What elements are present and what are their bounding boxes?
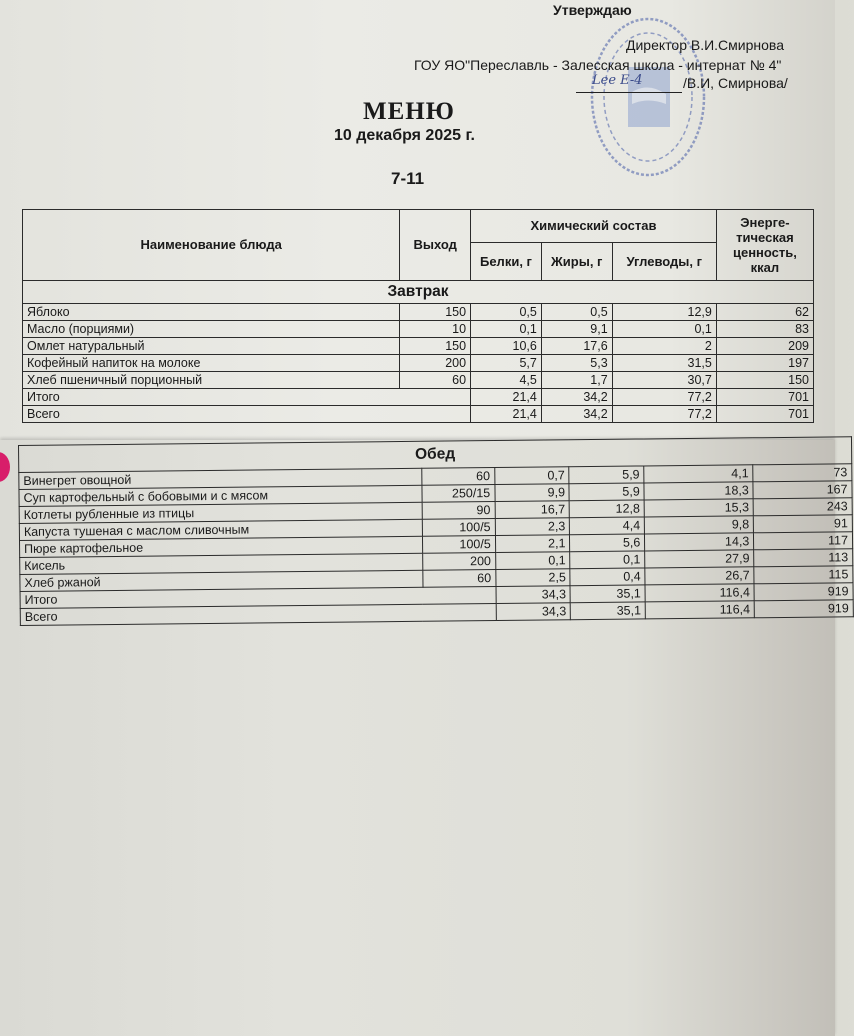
- dish-energy: 91: [754, 515, 853, 533]
- director-signature-name: /В.И, Смирнова/: [683, 75, 788, 91]
- dish-output: 250/15: [422, 485, 495, 503]
- dish-energy: 73: [753, 464, 852, 482]
- dish-carbs: 27,9: [645, 550, 754, 568]
- dish-output: 60: [423, 570, 496, 588]
- dish-carbs: 12,9: [612, 304, 716, 321]
- dish-proteins: 0,1: [471, 321, 542, 338]
- table-row: [23, 372, 814, 389]
- dish-carbs: 15,3: [644, 499, 753, 517]
- section-row-breakfast: [23, 281, 814, 304]
- dish-fats: 1,7: [541, 372, 612, 389]
- dish-proteins: 2,3: [495, 518, 570, 536]
- dish-energy: 209: [716, 338, 813, 355]
- total-fats: 34,2: [541, 406, 612, 423]
- dish-energy: 115: [754, 566, 853, 584]
- section-title-breakfast: Завтрак: [23, 281, 814, 304]
- lunch-table: [18, 436, 854, 626]
- total-carbs: 77,2: [612, 406, 716, 423]
- dish-proteins: 9,9: [495, 484, 570, 502]
- dish-fats: 4,4: [570, 517, 645, 535]
- dish-energy: 113: [754, 549, 853, 567]
- dish-energy: 167: [753, 481, 852, 499]
- dish-fats: 5,9: [569, 483, 644, 501]
- energy-header-line: тическая: [736, 230, 794, 245]
- subtotal-energy: 701: [716, 389, 813, 406]
- breakfast-subtotal-row: [23, 389, 814, 406]
- menu-date: 10 декабря 2025 г.: [334, 127, 475, 144]
- page-title: МЕНЮ: [363, 98, 455, 125]
- energy-header-line: ккал: [750, 260, 780, 275]
- total-energy: 919: [754, 600, 853, 618]
- dish-proteins: 16,7: [495, 501, 570, 519]
- dish-energy: 117: [754, 532, 853, 550]
- subtotal-fats: 34,2: [541, 389, 612, 406]
- table-row: [23, 338, 814, 355]
- dish-carbs: 18,3: [644, 482, 753, 500]
- energy-header-line: Энерге-: [740, 215, 790, 230]
- dish-name: Кисель: [20, 553, 423, 574]
- approval-label: Утверждаю: [553, 2, 632, 18]
- dish-name: Капуста тушеная с маслом сливочным: [19, 519, 422, 540]
- dish-name: Омлет натуральный: [23, 338, 400, 355]
- subtotal-label: Итого: [20, 587, 496, 609]
- total-proteins: 21,4: [471, 406, 542, 423]
- subtotal-label: Итого: [23, 389, 471, 406]
- dish-fats: 12,8: [570, 500, 645, 518]
- dish-energy: 83: [716, 321, 813, 338]
- dish-fats: 9,1: [541, 321, 612, 338]
- dish-fats: 0,4: [570, 568, 645, 586]
- subtotal-carbs: 116,4: [645, 584, 754, 602]
- dish-name: Масло (порциями): [23, 321, 400, 338]
- column-header-name: Наименование блюда: [23, 210, 400, 281]
- dish-name: Пюре картофельное: [20, 536, 423, 557]
- dish-name: Кофейный напиток на молоке: [23, 355, 400, 372]
- dish-proteins: 2,5: [496, 569, 571, 587]
- breakfast-total-row: [23, 406, 814, 423]
- dish-proteins: 0,5: [471, 304, 542, 321]
- subtotal-energy: 919: [754, 583, 853, 601]
- dish-name: Хлеб ржаной: [20, 570, 423, 591]
- dish-name: Котлеты рубленные из птицы: [19, 502, 422, 523]
- dish-name: Яблоко: [23, 304, 400, 321]
- dish-energy: 197: [716, 355, 813, 372]
- dish-carbs: 9,8: [645, 516, 754, 534]
- dish-output: 200: [400, 355, 471, 372]
- dish-output: 150: [400, 338, 471, 355]
- column-header-proteins: Белки, г: [471, 243, 542, 281]
- dish-fats: 5,9: [569, 466, 644, 484]
- dish-name: Винегрет овощной: [19, 468, 422, 489]
- subtotal-carbs: 77,2: [612, 389, 716, 406]
- breakfast-rows: [23, 304, 814, 389]
- dish-fats: 17,6: [541, 338, 612, 355]
- dish-output: 60: [422, 468, 495, 486]
- table-row: [23, 321, 814, 338]
- total-carbs: 116,4: [645, 601, 754, 619]
- total-label: Всего: [23, 406, 471, 423]
- dish-fats: 0,5: [541, 304, 612, 321]
- energy-header-line: ценность,: [732, 245, 797, 260]
- column-header-output: Выход: [400, 210, 471, 281]
- column-header-chemical: Химический состав: [471, 210, 717, 243]
- dish-name: Суп картофельный с бобовыми и с мясом: [19, 485, 422, 506]
- total-fats: 35,1: [571, 602, 646, 620]
- dish-carbs: 14,3: [645, 533, 754, 551]
- dish-output: 10: [400, 321, 471, 338]
- age-group: 7-11: [391, 169, 425, 188]
- dish-fats: 5,3: [541, 355, 612, 372]
- dish-output: 100/5: [422, 519, 495, 537]
- lunch-rows: [19, 464, 853, 592]
- dish-name: Хлеб пшеничный порционный: [23, 372, 400, 389]
- dish-carbs: 26,7: [645, 567, 754, 585]
- total-proteins: 34,3: [496, 603, 571, 621]
- table-row: [23, 355, 814, 372]
- dish-proteins: 10,6: [471, 338, 542, 355]
- dish-proteins: 0,7: [494, 467, 569, 485]
- dish-proteins: 2,1: [495, 535, 570, 553]
- section-title-lunch: Обед: [19, 437, 852, 473]
- subtotal-proteins: 21,4: [471, 389, 542, 406]
- dish-output: 60: [400, 372, 471, 389]
- dish-carbs: 2: [612, 338, 716, 355]
- dish-carbs: 30,7: [612, 372, 716, 389]
- dish-proteins: 4,5: [471, 372, 542, 389]
- column-header-carbs: Углеводы, г: [612, 243, 716, 281]
- dish-fats: 5,6: [570, 534, 645, 552]
- school-name: ГОУ ЯО"Переславль - Залесская школа - интернат № 4": [414, 57, 782, 73]
- column-header-energy: [716, 210, 813, 281]
- dish-carbs: 31,5: [612, 355, 716, 372]
- table-header-row: [23, 210, 814, 243]
- column-header-fats: Жиры, г: [541, 243, 612, 281]
- subtotal-proteins: 34,3: [496, 586, 571, 604]
- director-title: Директор В.И.Смирнова: [626, 37, 784, 53]
- handwritten-signature: Lee E-4: [592, 73, 643, 88]
- dish-output: 200: [423, 553, 496, 571]
- total-label: Всего: [20, 604, 496, 626]
- dish-fats: 0,1: [570, 551, 645, 569]
- table-row: [23, 304, 814, 321]
- dish-energy: 243: [753, 498, 852, 516]
- breakfast-table: [22, 209, 814, 423]
- dish-output: 100/5: [422, 536, 495, 554]
- dish-proteins: 0,1: [495, 552, 570, 570]
- subtotal-fats: 35,1: [570, 585, 645, 603]
- dish-output: 150: [400, 304, 471, 321]
- dish-energy: 150: [716, 372, 813, 389]
- dish-energy: 62: [716, 304, 813, 321]
- dish-proteins: 5,7: [471, 355, 542, 372]
- dish-carbs: 4,1: [644, 465, 753, 483]
- dish-output: 90: [422, 502, 495, 520]
- total-energy: 701: [716, 406, 813, 423]
- dish-carbs: 0,1: [612, 321, 716, 338]
